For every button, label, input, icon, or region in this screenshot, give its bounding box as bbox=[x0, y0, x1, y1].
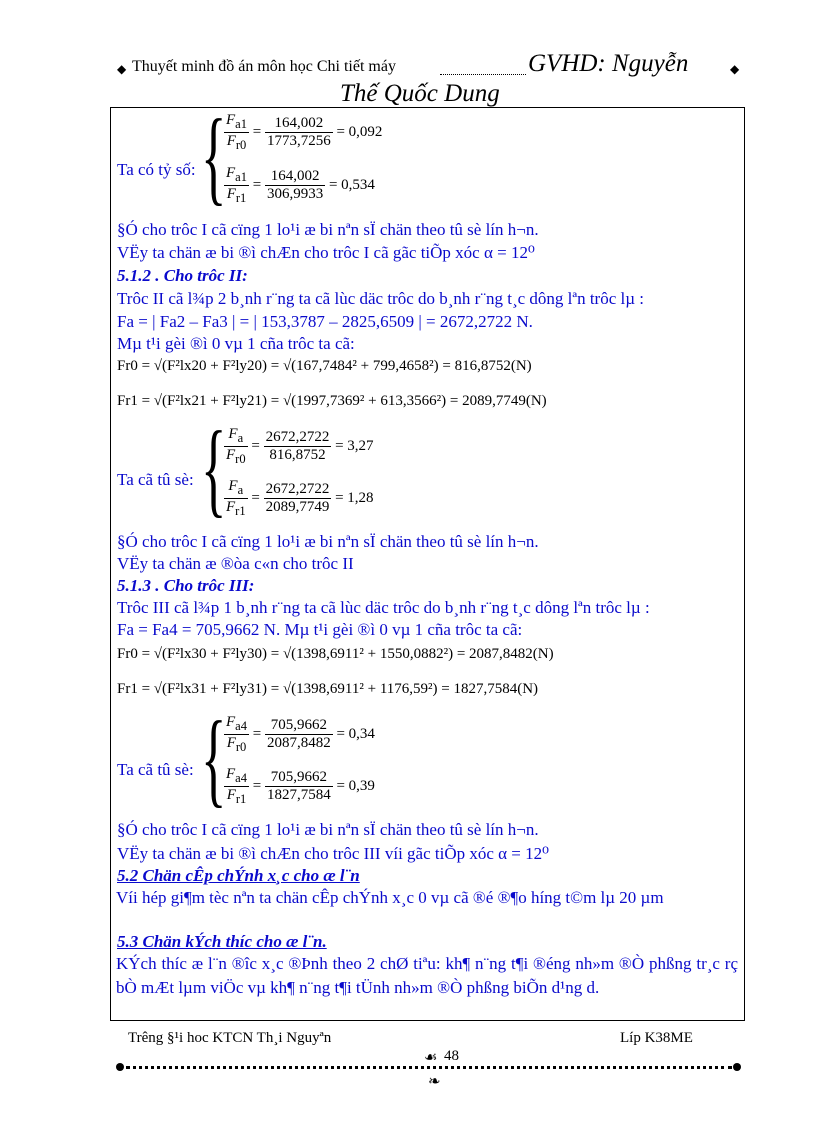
section-heading: 5.3 Chän kÝch thíc cho æ l¨n. bbox=[117, 932, 327, 951]
ornament-top: ☙ bbox=[424, 1050, 438, 1066]
paragraph: Fa = | Fa2 – Fa3 | = | 153,3787 – 2825,6509 | = 2672,2722 N. bbox=[117, 312, 533, 331]
document-title: Thuyết minh đồ án môn học Chi tiết máy bbox=[132, 58, 396, 75]
supervisor-name: Thế Quốc Dung bbox=[340, 80, 500, 107]
footer-university: Trêng §¹i hoc KTCN Th¸i Nguyªn bbox=[128, 1030, 332, 1046]
header-bullet-right: ◆ bbox=[730, 62, 740, 76]
paragraph: Víi hép gi¶m tèc nªn ta chän cÊp chÝnh x¸c 0 vµ cã ®é ®¶o híng t©m lµ 20 µm bbox=[116, 888, 664, 907]
footer-dotted-rule bbox=[126, 1066, 732, 1069]
formula-fr1: Fr1 = √(F²lx21 + F²ly21) = √(1997,7369² + 613,3566²) = 2089,7749(N) bbox=[117, 393, 547, 409]
ratio-equation: $\frac{F_{a1}}{F_{r1}}$ = $\frac{164,002}{306,9933}$ = 0,534 bbox=[226, 165, 375, 205]
footer-class: Líp K38ME bbox=[620, 1030, 693, 1046]
formula-fr0: Fr0 = √(F²lx30 + F²ly30) = √(1398,6911² + 1550,0882²) = 2087,8482(N) bbox=[117, 646, 554, 662]
section-heading: 5.1.3 . Cho trôc III: bbox=[117, 576, 255, 595]
paragraph: Trôc III cã l¾p 1 b¸nh r¨ng ta cã lùc däc trôc do b¸nh r¨ng t¸c dông lªn trôc lµ : bbox=[117, 598, 650, 617]
ratio-equation: $\frac{F_{a1}}{F_{r0}}$ = $\frac{164,002}{1773,7256}$ = 0,092 bbox=[226, 112, 383, 152]
paragraph: Mµ t¹i gèi ®ì 0 vµ 1 cña trôc ta cã: bbox=[117, 334, 355, 353]
conclusion-text: §Ó cho trôc I cã cïng 1 lo¹i æ bi nªn sÏ chän theo tû sè lín h¬n. bbox=[117, 820, 539, 839]
ratio-equation: $\frac{F_a}{F_{r0}}$ = $\frac{2672,2722}{816,8752}$ = 3,27 bbox=[226, 426, 374, 466]
formula-fr1: Fr1 = √(F²lx31 + F²ly31) = √(1398,6911² + 1176,59²) = 1827,7584(N) bbox=[117, 681, 539, 697]
ratio-label: Ta có tỷ số: bbox=[117, 160, 196, 179]
ratio-equation: $\frac{F_a}{F_{r1}}$ = $\frac{2672,2722}{2089,7749}$ = 1,28 bbox=[226, 478, 374, 518]
footer-rule-end-right bbox=[733, 1063, 741, 1071]
conclusion-text: VËy ta chän æ bi ®ì chÆn cho trôc III víi gãc tiÕp xóc α = 12⁰ bbox=[117, 844, 549, 863]
section-heading: 5.1.2 . Cho trôc II: bbox=[117, 266, 248, 285]
left-brace: { bbox=[201, 700, 227, 817]
header-dotted-rule bbox=[440, 74, 526, 75]
ornament-bottom: ❧ bbox=[428, 1074, 441, 1090]
paragraph: Trôc II cã l¾p 2 b¸nh r¨ng ta cã lùc däc trôc do b¸nh r¨ng t¸c dông lªn trôc lµ : bbox=[117, 289, 645, 308]
section-heading: 5.2 Chän cÊp chÝnh x¸c cho æ l¨n bbox=[117, 866, 360, 885]
conclusion-text: VËy ta chän æ ®òa c«n cho trôc II bbox=[117, 554, 354, 573]
conclusion-text: VËy ta chän æ bi ®ì chÆn cho trôc I cã gãc tiÕp xóc α = 12⁰ bbox=[117, 243, 535, 262]
paragraph: Fa = Fa4 = 705,9662 N. Mµ t¹i gèi ®ì 0 vµ 1 cña trôc ta cã: bbox=[117, 620, 523, 639]
ratio-label: Ta cã tû sè: bbox=[117, 760, 194, 779]
ratio-label: Ta cã tû sè: bbox=[117, 470, 194, 489]
ratio-equation: $\frac{F_{a4}}{F_{r0}}$ = $\frac{705,9662}{2087,8482}$ = 0,34 bbox=[226, 714, 375, 754]
conclusion-text: §Ó cho trôc I cã cïng 1 lo¹i æ bi nªn sÏ chän theo tû sè lín h¬n. bbox=[117, 532, 539, 551]
footer-rule-end-left bbox=[116, 1063, 124, 1071]
left-brace: { bbox=[201, 98, 227, 215]
left-brace: { bbox=[201, 410, 227, 527]
paragraph: KÝch thíc æ l¨n ®îc x¸c ®Þnh theo 2 chØ tiªu: kh¶ n¨ng t¶i ®éng nh»m ®Ò phßng tr¸c rç bÒ mÆt lµm viÖc vµ kh¶ n¨ng t¶i tÜnh nh»m ®Ò phßng biÕn d¹ng d. bbox=[116, 954, 738, 997]
formula-fr0: Fr0 = √(F²lx20 + F²ly20) = √(167,7484² + 799,4658²) = 816,8752(N) bbox=[117, 358, 532, 374]
supervisor-label: GVHD: Nguyễn bbox=[528, 50, 689, 77]
conclusion-text: §Ó cho trôc I cã cïng 1 lo¹i æ bi nªn sÏ chän theo tû sè lín h¬n. bbox=[117, 220, 539, 239]
ratio-equation: $\frac{F_{a4}}{F_{r1}}$ = $\frac{705,9662}{1827,7584}$ = 0,39 bbox=[226, 766, 375, 806]
page-number: 48 bbox=[444, 1048, 459, 1064]
header-bullet-left: ◆ bbox=[117, 62, 127, 76]
